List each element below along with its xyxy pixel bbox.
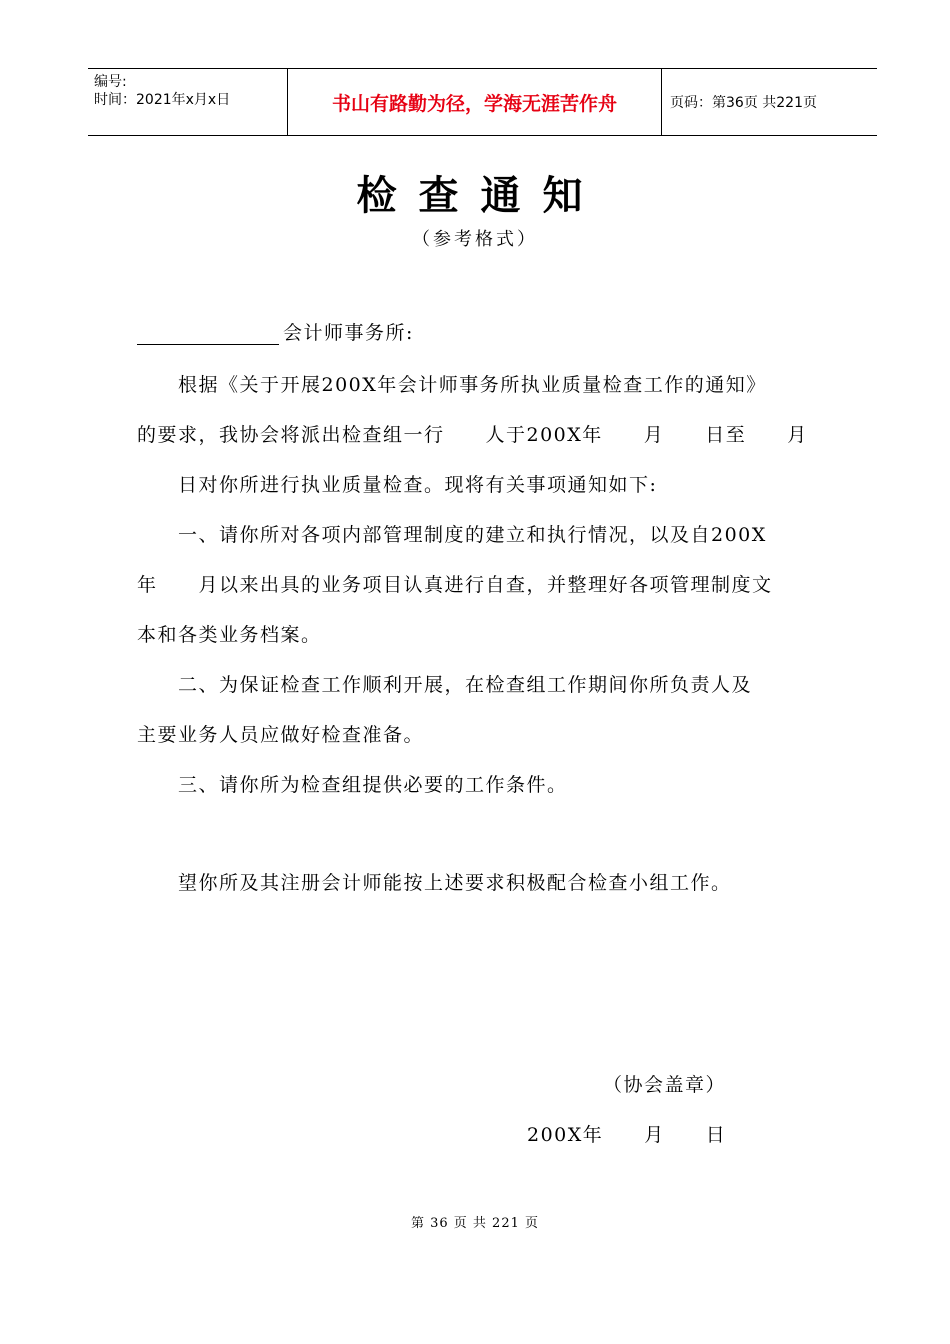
- closing-line: 望你所及其注册会计师能按上述要求积极配合检查小组工作。: [137, 872, 732, 894]
- body-line: 本和各类业务档案。: [137, 624, 322, 646]
- page-footer: 第 36 页 共 221 页: [410, 1216, 540, 1231]
- body-line: 主要业务人员应做好检查准备。: [137, 724, 425, 746]
- body-line: 的要求，我协会将派出检查组一行 人于200X年 月 日至 月: [137, 424, 808, 446]
- addressee-blank: [137, 320, 279, 345]
- addressee-suffix: 会计师事务所:: [283, 322, 414, 344]
- body-line: 三、请你所为检查组提供必要的工作条件。: [137, 774, 568, 796]
- body-line: 日对你所进行执业质量检查。现将有关事项通知如下:: [137, 474, 658, 496]
- body-line: 二、为保证检查工作顺利开展，在检查组工作期间你所负责人及: [137, 674, 753, 696]
- header-page-info: 页码：第36页 共221页: [670, 95, 817, 111]
- header-motto: 书山有路勤为径，学海无涯苦作舟: [288, 69, 662, 135]
- seal-text: （协会盖章）: [603, 1074, 727, 1096]
- body-line: 年 月以来出具的业务项目认真进行自查，并整理好各项管理制度文: [137, 574, 773, 596]
- body-line: 一、请你所对各项内部管理制度的建立和执行情况，以及自200X: [137, 524, 767, 546]
- document-subtitle: （参考格式）: [412, 229, 538, 250]
- time-label: 时间：2021年x月x日: [94, 92, 231, 108]
- date-line: 200X年 月 日: [527, 1124, 727, 1146]
- number-label: 编号:: [94, 74, 127, 90]
- body-paragraphs: [137, 360, 837, 810]
- body-line: 根据《关于开展200X年会计师事务所执业质量检查工作的通知》: [137, 374, 767, 396]
- page-header: [88, 68, 877, 136]
- document-title: 检查通知: [356, 173, 605, 219]
- addressee-line: [137, 318, 414, 345]
- closing-paragraph: [137, 858, 837, 908]
- header-meta: [88, 69, 288, 135]
